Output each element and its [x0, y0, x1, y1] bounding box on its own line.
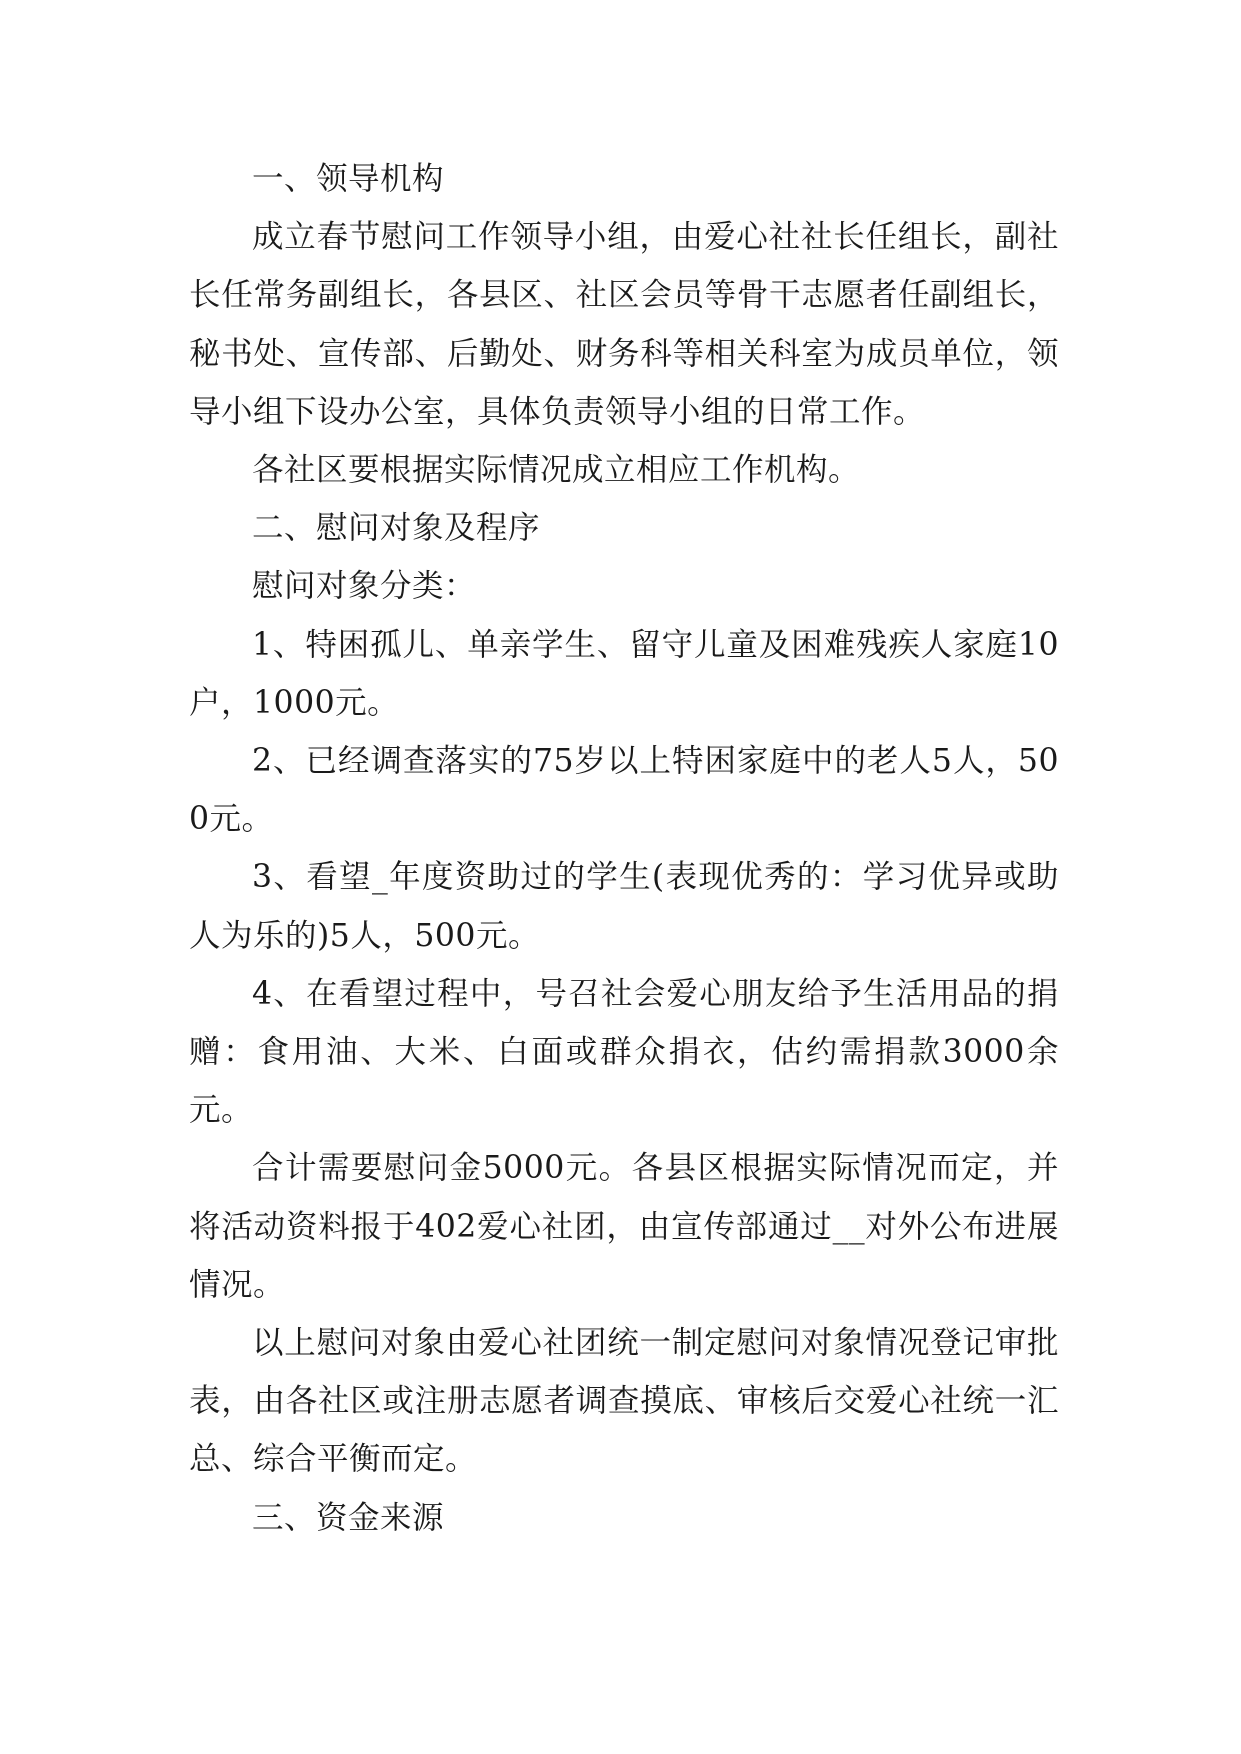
- paragraph-community-bodies: 各社区要根据实际情况成立相应工作机构。: [252, 452, 861, 489]
- list-item-4: 4、在看望过程中，号召社会爱心朋友给予生活用品的捐赠：食用油、大米、白面或群众捐衣，估约需捐款3000余元。: [189, 975, 1059, 1129]
- section-heading-leadership: 一、领导机构: [252, 161, 445, 197]
- paragraph-leadership-group: 成立春节慰问工作领导小组，由爱心社社长任组长，副社长任常务副组长，各县区、社区会员等骨干志愿者任副组长，秘书处、宣传部、后勤处、财务科等相关科室为成员单位，领导小组下设办公室，具体负责领导小组的日常工作。: [189, 219, 1059, 430]
- list-item-1: 1、特困孤儿、单亲学生、留守儿童及困难残疾人家庭10户，1000元。: [189, 626, 1059, 721]
- paragraph-approval: 以上慰问对象由爱心社团统一制定慰问对象情况登记审批表，由各社区或注册志愿者调查摸底、审核后交爱心社统一汇总、综合平衡而定。: [189, 1325, 1059, 1478]
- list-item-3: 3、看望_年度资助过的学生(表现优秀的：学习优异或助人为乐的)5人，500元。: [189, 859, 1059, 954]
- paragraph-total: 合计需要慰问金5000元。各县区根据实际情况而定，并将活动资料报于402爱心社团，由宣传部通过__对外公布进展情况。: [189, 1150, 1059, 1303]
- list-item-2: 2、已经调查落实的75岁以上特困家庭中的老人5人，500元。: [189, 743, 1059, 838]
- document-body: [189, 150, 1059, 1547]
- section-heading-funding: 三、资金来源: [252, 1499, 445, 1536]
- paragraph-target-categories: 慰问对象分类：: [252, 568, 477, 605]
- section-heading-targets: 二、慰问对象及程序: [252, 510, 541, 547]
